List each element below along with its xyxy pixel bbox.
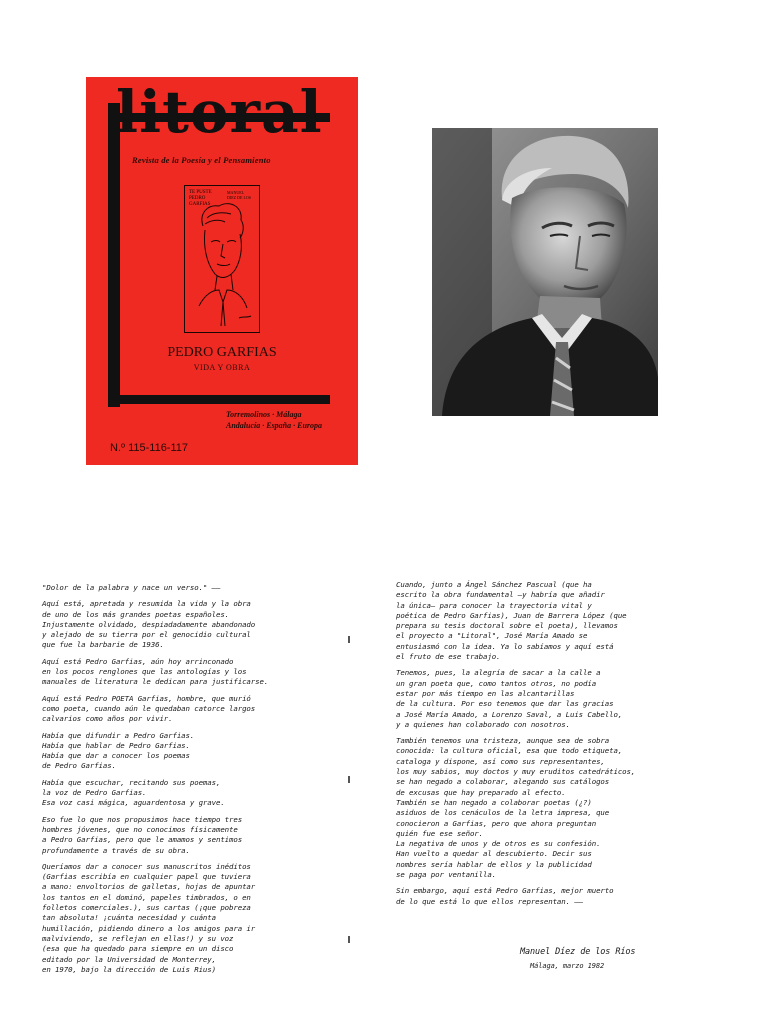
letter-line: folletos comerciales.), sus cartas (¡que pobreza: [42, 903, 251, 913]
cover-subtitle: Revista de la Poesía y el Pensamiento: [132, 155, 271, 165]
letter-line: la voz de Pedro Garfias.: [42, 788, 147, 798]
portrait-photo: [432, 128, 658, 416]
letter-line: y alejado de su tierra por el genocidio cultural: [42, 630, 251, 640]
fold-mark: [348, 936, 350, 943]
cover-title: PEDRO GARFIAS: [167, 345, 277, 360]
letter-line: cataloga y dispone, así como sus representantes,: [396, 756, 605, 766]
cover-portrait-drawing: [184, 185, 260, 333]
letter-line: Aquí está, apretada y resumida la vida y la obra: [42, 599, 251, 609]
letter-line: el proyecto a "Litoral", José María Amado se: [396, 631, 588, 641]
letter-line: Cuando, junto a Ángel Sánchez Pascual (que ha: [396, 580, 592, 589]
letter-line: y a quienes han colaborado con nosotros.: [396, 719, 570, 729]
letter-line: malviviendo, se reflejan en ellas!) y su voz: [42, 933, 234, 943]
letter-line: Sin embargo, aquí está Pedro Garfias, mejor muerto: [396, 886, 614, 896]
letter-line: se paga por ventanilla.: [396, 870, 497, 880]
letter-line: como poeta, cuando aún le quedaban catorce largos: [42, 703, 256, 713]
letter-line: humillación, pidiendo dinero a los amigos para ir: [42, 923, 256, 933]
letter-line: en 1970, bajo la dirección de Luis Rius): [42, 964, 216, 974]
cover-logo: litoral: [116, 78, 323, 146]
letter-line: de lo que está lo que ellos representan. ——: [396, 896, 584, 906]
letter-line: que fue la barbarie de 1936.: [42, 640, 164, 650]
magazine-cover: [86, 77, 358, 465]
letter-line: Esa voz casi mágica, aguardentosa y grave.: [42, 798, 225, 808]
letter-line: calvarios como años por vivir.: [42, 714, 173, 724]
letter-line: los tantos en el dominó, papeles timbrados, o en: [42, 892, 251, 902]
fold-mark: [348, 776, 350, 783]
letter-line: manuales de literatura le dedican para justificarse.: [42, 677, 269, 687]
letter-line: Injustamente olvidado, despiadadamente abandonado: [42, 619, 256, 629]
letter-line: Había que hablar de Pedro Garfias.: [42, 740, 190, 750]
portrait-inscription-right: MANUEL DIEZ DE LOS: [227, 190, 251, 200]
letter-line: en los pocos renglones que las antologías y los: [42, 667, 247, 677]
cover-subtitle2: VIDA Y OBRA: [193, 363, 251, 372]
letter-line: hombres jóvenes, que no conocimos físicamente: [42, 824, 238, 834]
letter-line: Había que dar a conocer los poemas: [42, 751, 190, 761]
letter-line: Queríamos dar a conocer sus manuscritos inéditos: [42, 861, 251, 871]
letter-line: Había que difundir a Pedro Garfias.: [42, 730, 195, 740]
letter-line: se han negado a colaborar, alegando sus catálogos: [396, 777, 610, 787]
portrait-photo-image: [432, 128, 658, 416]
letter-line: (Garfias escribía en cualquier papel que tuviera: [42, 872, 251, 882]
letter-signature: Manuel Díez de los Ríos: [520, 947, 636, 957]
letter-line: También tenemos una tristeza, aunque sea de sobra: [396, 736, 610, 746]
letter-line: (esa que ha quedado para siempre en un disco: [42, 944, 234, 954]
letter-line: Había que escuchar, recitando sus poemas,: [42, 777, 221, 787]
letter-line: escrito la obra fundamental —y habría que añadir: [396, 590, 605, 600]
letter-line: quién fue ese señor.: [396, 828, 483, 838]
letter-line: poética de Pedro Garfias), Juan de Barrera López (que: [396, 610, 627, 620]
cover-place-line2: Andalucía · España · Europa: [226, 421, 323, 430]
letter-line: a mano: envoltorios de galletas, hojas de apuntar: [42, 882, 256, 892]
letter-line: un gran poeta que, como tantos otros, no podía: [396, 678, 597, 688]
letter-line: de uno de los más grandes poetas españoles.: [42, 609, 230, 619]
letter-line: tan absoluta! ¡cuánta necesidad y cuánta: [42, 913, 216, 923]
portrait-inscription: TE PUSTE PEDRO GARFIAS: [189, 190, 212, 207]
letter-line: Aquí está Pedro Garfias, aún hoy arrinconado: [42, 656, 234, 666]
letter-line: "Dolor de la palabra y nace un verso." ——: [42, 583, 221, 592]
letter-line: profundamente a través de su obra.: [42, 845, 190, 855]
letter-line: nombres sería hablar de ellos y la publicidad: [396, 859, 592, 869]
letter-line: a José María Amado, a Lorenzo Saval, a Luis Cabello,: [396, 709, 623, 719]
letter-line: También se han negado a colaborar poetas (¿?): [396, 797, 592, 807]
letter-line: editado por la Universidad de Monterrey,: [42, 954, 216, 964]
letter-line: La negativa de unos y de otros es su confesión.: [396, 839, 601, 849]
letter-line: conocieron a Garfias, pero que ahora preguntan: [396, 818, 597, 828]
letter-line: asiduos de los cenáculos de la letra impresa, que: [396, 808, 610, 818]
letter-line: Tenemos, pues, la alegría de sacar a la calle a: [396, 668, 601, 678]
letter-left-column: [42, 583, 342, 975]
letter-line: conocida: la cultura oficial, esa que todo etiqueta,: [396, 746, 623, 756]
letter-right-column: [396, 580, 656, 907]
letter-line: prepara su tesis doctoral sobre el poeta), llevamos: [396, 621, 618, 631]
letter-line: los muy sabios, muy doctos y muy eruditos catedráticos,: [396, 767, 636, 777]
letter-line: de excusas que hay preparado al efecto.: [396, 787, 566, 797]
letter-line: de Pedro Garfias.: [42, 761, 116, 771]
letter-line: Eso fue lo que nos propusimos hace tiempo tres: [42, 814, 243, 824]
letter-line: de la cultura. Por eso tenemos que dar las gracias: [396, 699, 614, 709]
cover-issue-number: N.º 115-116-117: [110, 442, 189, 454]
letter-line: entusiasmó con la idea. Ya lo sabíamos y aquí está: [396, 641, 614, 651]
letter-line: Aquí está Pedro POETA Garfias, hombre, que murió: [42, 693, 251, 703]
letter-line: la única— para conocer la trayectoria vital y: [396, 600, 592, 610]
letter-signature-date: Málaga, marzo 1982: [530, 962, 605, 970]
letter-line: Han vuelto a quedar al descubierto. Decir sus: [396, 849, 592, 859]
letter-line: estar por más tiempo en las alcantarillas: [396, 688, 575, 698]
cover-bar-bottom: [120, 395, 330, 404]
letter-line: el fruto de ese trabajo.: [396, 652, 501, 662]
letter-line: a Pedro Garfias, pero que le amamos y sentimos: [42, 835, 243, 845]
fold-mark: [348, 636, 350, 643]
cover-place-line1: Torremolinos · Málaga: [226, 410, 302, 419]
